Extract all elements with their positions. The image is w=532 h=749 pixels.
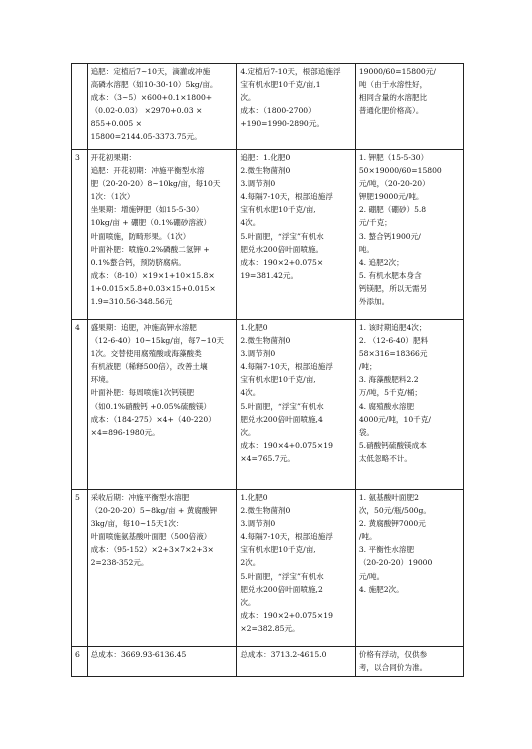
cell-text-line: 1. 该时期追肥4次； <box>358 323 427 332</box>
cell-text-line: 宝有机水肥10千克/亩, <box>240 205 316 215</box>
cell-text-line: 1次。交替使用腐殖酸或海藻酸类 <box>90 349 202 359</box>
cell-text-line: 开花初果期： <box>90 153 137 162</box>
conventional-fertilizer-cell <box>87 320 237 490</box>
cell-text-line: 肥兑水200倍叶面喷施,4 <box>240 414 323 424</box>
cell-text-line: 钙镁肥，所以无需另 <box>358 283 428 293</box>
cell-text-line: 成本：（184-275）×4+（40-220） <box>90 414 216 424</box>
cell-text-line: 15800=2144.05-3373.75元。 <box>90 132 202 142</box>
cell-text-line: ×4=765.7元。 <box>240 453 295 463</box>
organic-water-fertilizer-cell <box>237 64 356 150</box>
cell-text-line: 吨。 <box>358 244 375 254</box>
cell-text-line: +190=1990-2890元。 <box>240 119 324 129</box>
conventional-fertilizer-cell <box>87 64 237 150</box>
cell-text-line: 普通化肥价格高）。 <box>358 106 424 116</box>
cell-text-line: 58×316=18366元 <box>358 349 428 359</box>
cell-text-line: 坐果期：增施钾肥（如15-5-30） <box>90 205 204 215</box>
cell-text-line: 次。 <box>240 427 256 437</box>
cell-text-line: 追肥：1.化肥0 <box>240 153 291 162</box>
cell-text-line: （如0.1%硝酸钙 +0.05%硫酸镁） <box>90 401 212 411</box>
cell-text-line: 元/千克； <box>358 218 392 228</box>
cell-text-line: 10kg/亩 + 硼肥（0.1%硼砂溶液） <box>90 218 212 228</box>
cell-text-line: 855+0.005 × <box>90 119 142 129</box>
cell-text-line: 肥（20-20-20）8~10kg/亩，每10天 <box>90 179 221 189</box>
cell-text-line: 环境。 <box>90 375 114 385</box>
remarks-cell <box>355 490 463 647</box>
row-number-cell: 4 <box>72 320 88 490</box>
conventional-fertilizer-cell <box>87 647 237 677</box>
organic-water-fertilizer-cell <box>237 490 356 647</box>
cell-text-line: 1.化肥0 <box>240 323 268 332</box>
cell-text-line: （20-20-20）5~8kg/亩 + 黄腐酸钾 <box>90 506 218 516</box>
cell-text-line: 次。 <box>240 93 256 103</box>
cell-text-line: 成本：（95-152）×2+3×7×2+3× <box>90 545 214 555</box>
conventional-fertilizer-cell <box>87 490 237 647</box>
cell-text-line: 50×19000/60=15800 <box>358 166 442 176</box>
cell-text-line: （20-20-20）19000 <box>358 558 433 568</box>
cell-text-line: 2. 黄腐酸钾7000元 <box>358 519 426 529</box>
cell-text-line: 2.微生物菌剂0 <box>240 506 291 516</box>
cell-text-line: 有机液肥（稀释500倍），改善土壤 <box>90 362 208 372</box>
cell-text-line: 成本：（1800-2700） <box>240 106 316 116</box>
cell-text-line: 19000/60=15800元/ <box>358 67 436 76</box>
cell-text-line: 宝有机水肥10千克/亩,1 <box>240 80 321 90</box>
cell-text-line: 总成本：3713.2-4615.0 <box>240 650 327 659</box>
cell-text-line: 盛果期：追肥，冲施高钾水溶肥 <box>90 323 197 332</box>
cell-text-line: （0.02-0.03） ×2970+0.03 × <box>90 106 203 116</box>
cell-text-line: 叶面补肥：喷施0.2%磷酸二氢钾 + <box>90 244 210 254</box>
table-row <box>72 647 464 677</box>
cell-text-line: 1.化肥0 <box>240 493 268 502</box>
cell-text-line: 2. 硼肥（硼砂）5.8 <box>358 205 427 215</box>
table-row <box>72 490 464 647</box>
row-number-cell <box>72 64 88 150</box>
remarks-cell <box>355 64 463 150</box>
organic-water-fertilizer-cell <box>237 320 356 490</box>
cell-text-line: 价格有浮动，仅供参 <box>358 650 428 659</box>
cell-text-line: 5.硝酸钙硫酸镁成本 <box>358 440 427 450</box>
cell-text-line: （12-6-40）10~15kg/亩，每7~10天 <box>90 336 225 346</box>
cell-text-line: 成本：190×2+0.075× <box>240 257 324 267</box>
cell-text-line: 宝有机水肥10千克/亩, <box>240 375 316 385</box>
cell-text-line: 元/吨，（20-20-20） <box>358 179 430 189</box>
table-body <box>72 64 464 677</box>
cell-text-line: 3.调节剂0 <box>240 179 276 189</box>
cell-text-line: 肥兑水200倍叶面喷施,2 <box>240 584 323 594</box>
cell-text-line: 4.每隔7-10天，根部追施浮 <box>240 532 333 542</box>
cell-text-line: 2=238-352元。 <box>90 558 149 568</box>
cell-text-line: 元/吨。 <box>358 571 385 581</box>
cell-text-line: 袋。 <box>358 427 375 437</box>
cell-text-line: 钾肥19000元/吨。 <box>358 192 424 202</box>
cell-text-line: 4. 腐殖酸水溶肥 <box>358 401 415 411</box>
row-number-cell: 5 <box>72 490 88 647</box>
cell-text-line: 1.9=310.56-348.56元 <box>90 297 173 307</box>
cell-text-line: 4.每隔7-10天，根部追施浮 <box>240 192 333 202</box>
cell-text-line: 3. 平衡性水溶肥 <box>358 545 415 555</box>
conventional-fertilizer-cell <box>87 150 237 320</box>
remarks-cell <box>355 150 463 320</box>
cell-text-line: 追肥：开花初期：冲施平衡型水溶 <box>90 166 205 176</box>
cell-text-line: 0.1%螯合钙，预防脐腐病。 <box>90 257 186 267</box>
cell-text-line: 外添加。 <box>358 297 390 307</box>
cell-text-line: 高磷水溶肥（如10-30-10）5kg/亩。 <box>90 80 218 90</box>
row-number-cell: 3 <box>72 150 88 320</box>
cell-text-line: 19=381.42元。 <box>240 270 299 280</box>
table-row <box>72 320 464 490</box>
cell-text-line: 1+0.015×5.8+0.03×15+0.015× <box>90 283 216 293</box>
cell-text-line: ×4=896-1980元。 <box>90 427 160 437</box>
cell-text-line: 2. （12-6-40）肥料 <box>358 336 429 346</box>
cell-text-line: 太低忽略不计。 <box>358 453 412 463</box>
cell-text-line: ×2=382.85元。 <box>240 623 300 633</box>
cell-text-line: 2次。 <box>240 558 261 568</box>
cell-text-line: 成本：（3~5）×600+0.1×1800+ <box>90 93 213 103</box>
cell-text-line: 5.叶面肥，“浮宝”有机水 <box>240 571 324 581</box>
organic-water-fertilizer-cell <box>237 647 356 677</box>
cell-text-line: 3.调节剂0 <box>240 519 276 529</box>
cell-text-line: 追肥：定植后7~10天，滴灌或冲施 <box>90 67 211 76</box>
cell-text-line: 4次。 <box>240 218 261 228</box>
cell-text-line: 4次。 <box>240 388 261 398</box>
table-row <box>72 150 464 320</box>
row-number-cell: 6 <box>72 647 88 677</box>
table-row <box>72 64 464 150</box>
cell-text-line: 成本：（8-10）×19×1+10×15.8× <box>90 270 215 280</box>
cell-text-line: 总成本：3669.93-6136.45 <box>90 650 187 659</box>
cell-text-line: 4. 施肥2次。 <box>358 584 404 594</box>
cell-text-line: 3.调节剂0 <box>240 349 276 359</box>
cell-text-line: 考，以合同价为准。 <box>358 663 428 673</box>
cell-text-line: 5.叶面肥，“浮宝”有机水 <box>240 401 324 411</box>
remarks-cell <box>355 320 463 490</box>
cell-text-line: 万/吨，5千克/桶； <box>358 388 422 398</box>
cell-text-line: /吨； <box>358 362 377 372</box>
cell-text-line: 叶面补肥：每周喷施1次钙镁肥 <box>90 388 195 398</box>
cell-text-line: 成本：190×2+0.075×19 <box>240 610 333 620</box>
cell-text-line: 采收后期：冲施平衡型水溶肥 <box>90 493 190 502</box>
cell-text-line: 2.微生物菌剂0 <box>240 166 291 176</box>
cell-text-line: 3. 海藻酸肥料2.2 <box>358 375 419 385</box>
cell-text-line: 1. 氨基酸叶面肥2 <box>358 493 419 502</box>
cell-text-line: 3kg/亩，每10~15天1次： <box>90 519 184 529</box>
fertilizer-cost-table <box>71 63 464 677</box>
cell-text-line: 1次：（1次） <box>90 192 135 202</box>
organic-water-fertilizer-cell <box>237 150 356 320</box>
remarks-cell <box>355 647 463 677</box>
cell-text-line: 5.叶面肥，“浮宝”有机水 <box>240 231 324 241</box>
cell-text-line: 2.微生物菌剂0 <box>240 336 291 346</box>
fertilizer-cost-table-page <box>71 63 464 677</box>
cell-text-line: 吨（由于水溶性好， <box>358 80 428 90</box>
cell-text-line: 成本：190×4+0.075×19 <box>240 440 333 450</box>
cell-text-line: 相同含量的水溶肥比 <box>358 93 428 103</box>
cell-text-line: 3. 螯合钙1900元/ <box>358 231 421 241</box>
cell-text-line: 次，50元/瓶/500g。 <box>358 506 431 516</box>
cell-text-line: 5. 有机水肥本身含 <box>358 270 422 280</box>
cell-text-line: 4000元/吨，10千克/ <box>358 414 431 424</box>
cell-text-line: 次。 <box>240 597 256 607</box>
cell-text-line: 1. 钾肥（15-5-30） <box>358 153 429 162</box>
cell-text-line: 宝有机水肥10千克/亩, <box>240 545 316 555</box>
cell-text-line: 叶面喷施，防畸形果。（1次） <box>90 231 191 241</box>
cell-text-line: 叶面喷施氨基酸叶面肥（500倍液） <box>90 532 212 542</box>
cell-text-line: 4.定植后7-10天，根部追施浮 <box>240 67 341 76</box>
cell-text-line: 4.每隔7-10天，根部追施浮 <box>240 362 333 372</box>
cell-text-line: 肥兑水200倍叶面喷施。 <box>240 244 324 254</box>
cell-text-line: /吨。 <box>358 532 377 542</box>
cell-text-line: 4. 追肥2次； <box>358 257 404 267</box>
